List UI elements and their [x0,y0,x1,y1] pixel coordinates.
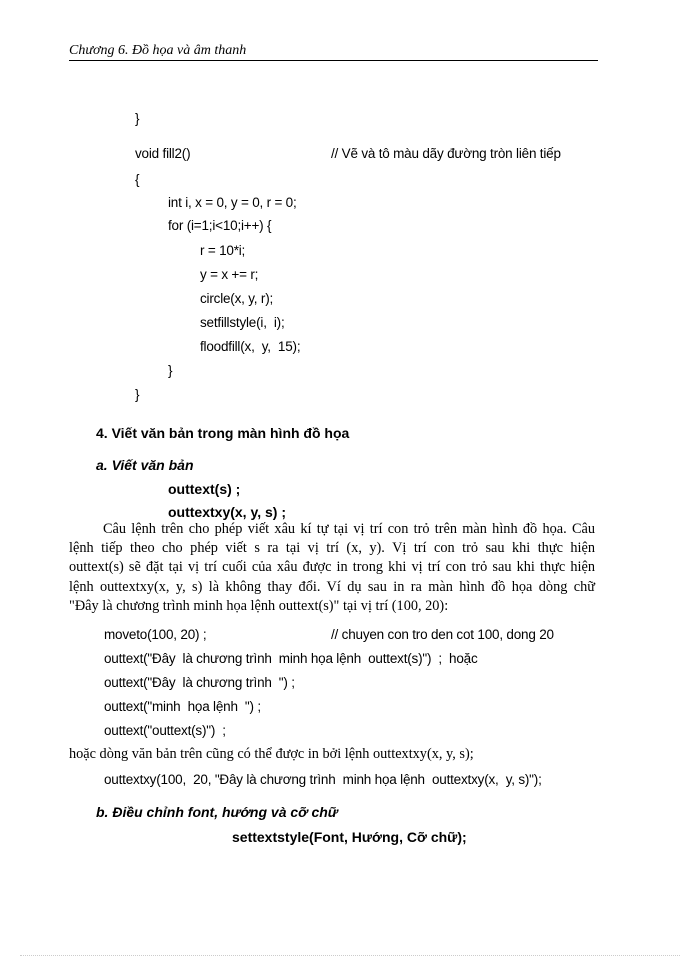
code-line: { [135,172,140,187]
code-line: int i, x = 0, y = 0, r = 0; [168,195,297,210]
code-line: } [135,111,140,126]
paragraph-line: "Đây là chương trình minh họa lệnh outtext(s)" tại vị trí (100, 20): [69,597,449,614]
code-line: r = 10*i; [200,243,246,258]
paragraph-line: Câu lệnh trên cho phép viết xâu kí tự tại vị trí con trỏ trên màn hình đồ họa. Câu [103,521,595,537]
code-line: y = x += r; [200,267,259,282]
subsection-heading-b: b. Điều chỉnh font, hướng và cỡ chữ [96,804,338,820]
code-line: setfillstyle(i, i); [200,315,285,330]
code-comment: // Vẽ và tô màu dãy đường tròn liên tiếp [331,146,561,161]
example-line: outtext("Đây là chương trình minh họa lệnh outtext(s)") ; hoặc [104,651,478,666]
syntax-outtextxy: outtextxy(x, y, s) ; [168,504,286,520]
syntax-settextstyle: settextstyle(Font, Hướng, Cỡ chữ); [232,829,467,845]
code-line: void fill2() [135,146,191,161]
code-line: floodfill(x, y, 15); [200,339,301,354]
paragraph-line: lệnh tiếp theo cho phép viết s ra tại vị trí (x, y). Vị trí con trỏ sau khi thực hiện [69,540,595,557]
example-line: outtext("outtext(s)") ; [104,723,226,738]
example-line: outtext("minh họa lệnh ") ; [104,699,261,714]
section-heading: 4. Viết văn bản trong màn hình đồ họa [96,425,350,441]
code-line: for (i=1;i<10;i++) { [168,218,272,233]
code-line: circle(x, y, r); [200,291,274,306]
example-outtextxy: outtextxy(100, 20, "Đây là chương trình minh họa lệnh outtextxy(x, y, s)"); [104,772,542,787]
description-paragraph [69,520,595,616]
example-line: outtext("Đây là chương trình ") ; [104,675,295,690]
or-line: hoặc dòng văn bản trên cũng có thể được in bởi lệnh outtextxy(x, y, s); [69,746,474,762]
syntax-outtext: outtext(s) ; [168,481,241,497]
subsection-heading-a: a. Viết văn bản [96,457,194,473]
paragraph-line: lệnh outtextxy(x, y, s) là không thay đổi. Ví dụ sau in ra màn hình đồ họa dòng chữ [69,578,595,595]
header-rule [69,60,598,61]
page-bottom-edge [20,955,680,956]
code-line: } [168,363,173,378]
example-moveto-comment: // chuyen con tro den cot 100, dong 20 [331,627,554,642]
paragraph-line: outtext(s) sẽ đặt tại vị trí cuối của xâu được in trong khi vị trí con trỏ sau khi thực hiện [69,559,595,576]
code-line: } [135,387,140,402]
example-moveto: moveto(100, 20) ; [104,627,207,642]
chapter-header: Chương 6. Đồ họa và âm thanh [69,43,247,58]
